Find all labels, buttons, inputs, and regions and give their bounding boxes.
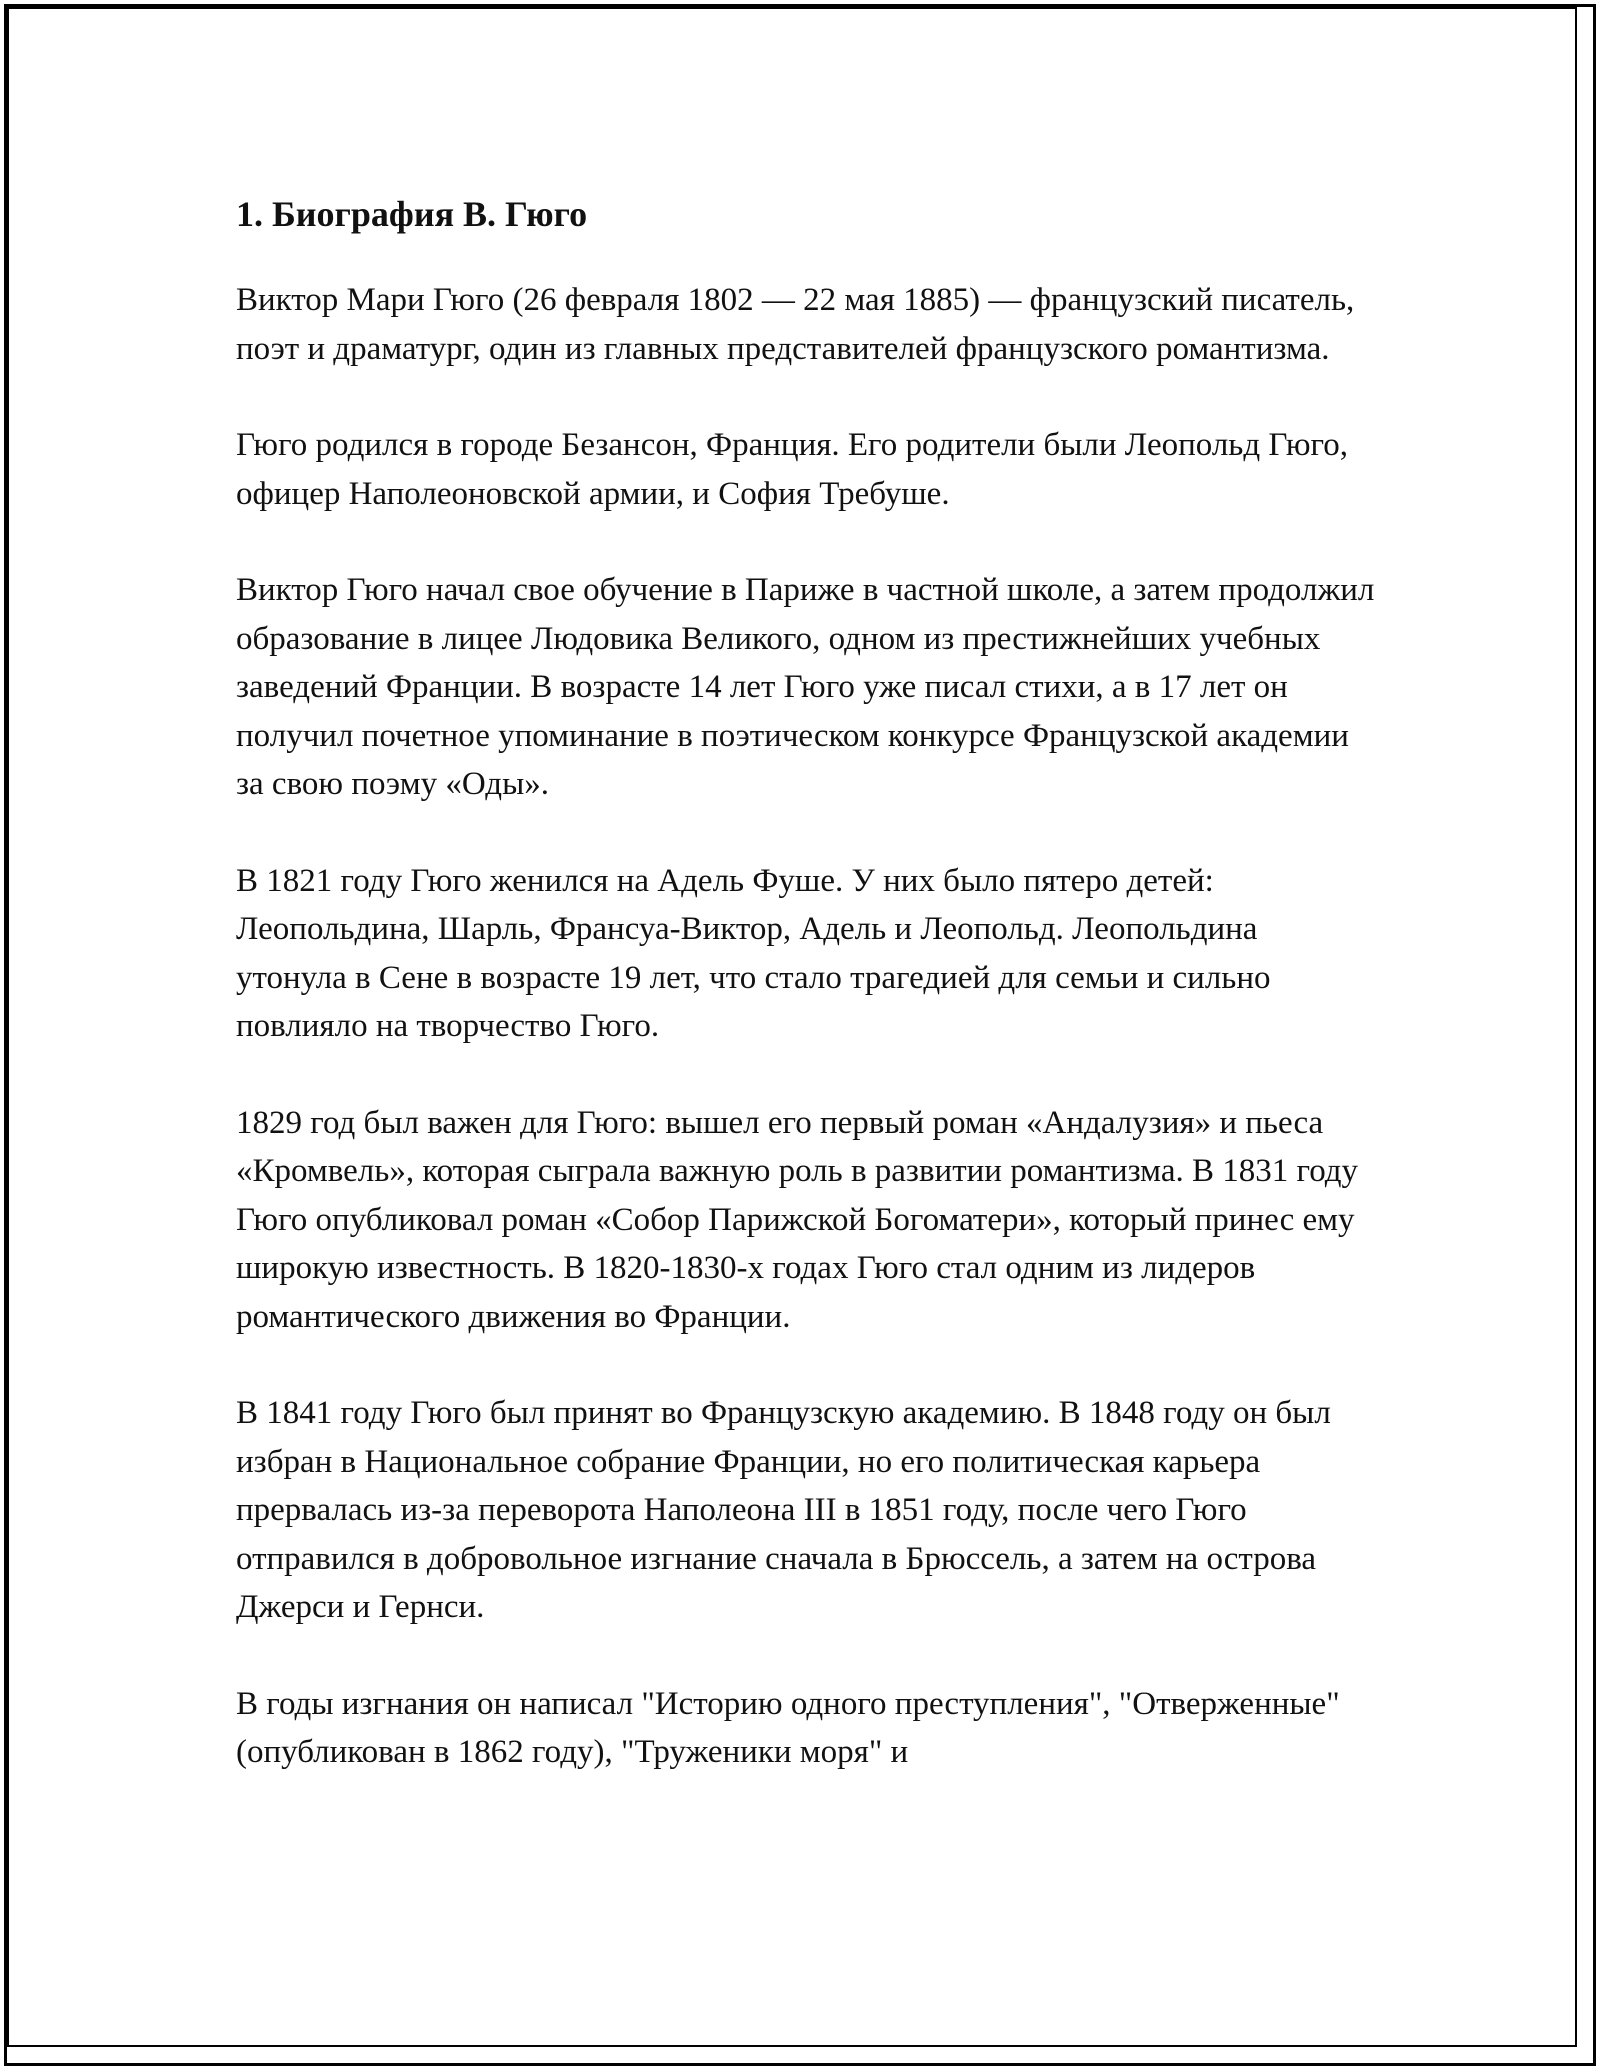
paragraph-exile-works: В годы изгнания он написал "Историю одного преступления", "Отверженные" (опубликован в 1862 году), "Труженики моря" и xyxy=(236,1685,1340,1770)
paragraph-birth: Гюго родился в городе Безансон, Франция. Его родители были Леопольд Гюго, офицер Наполеоновской армии, и София Требуше. xyxy=(236,427,1348,512)
paragraph-academy-exile: В 1841 году Гюго был принят во Французскую академию. В 1848 году он был избран в Национальное собрание Франции, но его политическая карьера прервалась из-за переворота Наполеона III в 1851 году, после чего Гюго отправился в добровольное изгнание сначала в Брюссель, а затем на острова Джерси и Гернси. xyxy=(236,1395,1331,1625)
paragraph-family: В 1821 году Гюго женился на Адель Фуше. У них было пятеро детей: Леопольдина, Шарль, Франсуа-Виктор, Адель и Леопольд. Леопольдина утонула в Сене в возрасте 19 лет, что стало трагедией для семьи и сильно повлияло на творчество Гюго. xyxy=(236,862,1271,1044)
paragraph-intro: Виктор Мари Гюго (26 февраля 1802 — 22 мая 1885) — французский писатель, поэт и драматург, один из главных представителей французского романтизма. xyxy=(236,282,1355,367)
section-heading: 1. Биография В. Гюго xyxy=(236,194,588,234)
paragraph-education: Виктор Гюго начал свое обучение в Париже в частной школе, а затем продолжил образование в лицее Людовика Великого, одном из престижнейших учебных заведений Франции. В возрасте 14 лет Гюго уже писал стихи, а в 17 лет он получил почетное упоминание в поэтическом конкурсе Французской академии за свою поэму «Оды». xyxy=(236,572,1375,802)
paragraph-1829: 1829 год был важен для Гюго: вышел его первый роман «Андалузия» и пьеса «Кромвель», которая сыграла важную роль в развитии романтизма. В 1831 году Гюго опубликовал роман «Собор Парижской Богоматери», который принес ему широкую известность. В 1820-1830-х годах Гюго стал одним из лидеров романтического движения во Франции. xyxy=(236,1104,1359,1335)
document-body xyxy=(236,190,1376,1777)
